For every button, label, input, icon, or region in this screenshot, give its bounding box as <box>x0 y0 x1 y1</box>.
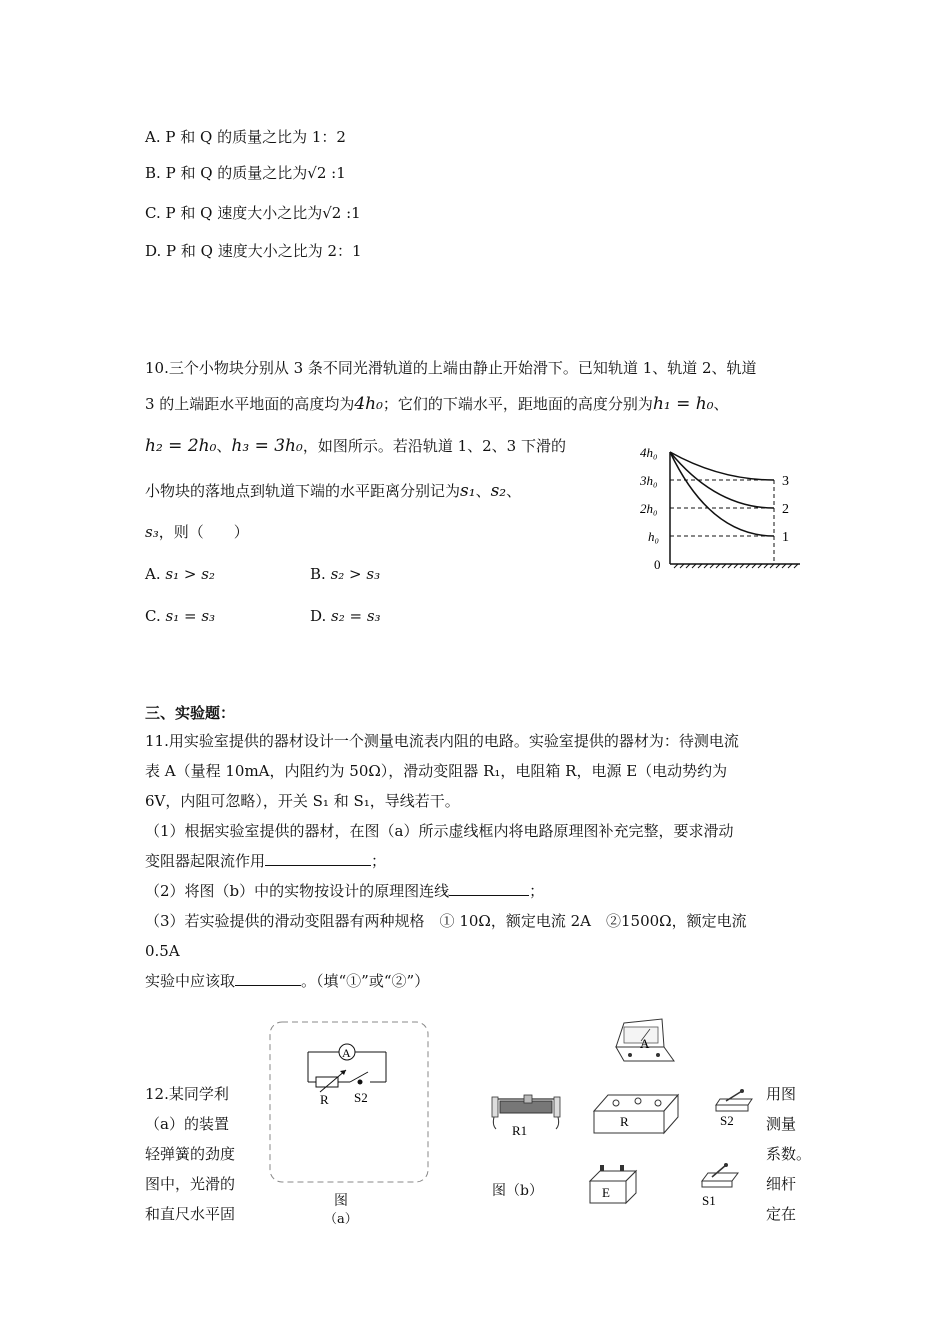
y-label-4h0: 4h₀ <box>640 445 658 460</box>
q11-line-4: （1）根据实验室提供的器材，在图（a）所示虚线框内将电路原理图补充完整，要求滑动 <box>145 822 734 840</box>
q10-option-d: D. s₂ = s₃ <box>310 607 381 625</box>
q12-left-line: （a）的装置 <box>145 1115 229 1133</box>
q10-line-2: 3 的上端距水平地面的高度均为4h₀；它们的下端水平，距地面的高度分别为h₁ = h₀、 <box>145 394 729 414</box>
q12-right-line: 细杆 <box>766 1175 797 1193</box>
q9-option-a: A. P 和 Q 的质量之比为 1：2 <box>145 128 346 146</box>
track-1 <box>670 452 774 536</box>
q9-option-c: C. P 和 Q 速度大小之比为√2 :1 <box>145 204 361 222</box>
q9-option-d: D. P 和 Q 速度大小之比为 2：1 <box>145 242 362 260</box>
q11-line-7: （3）若实验提供的滑动变阻器有两种规格 ① 10Ω，额定电流 2A ②1500Ω，额定电流 <box>145 912 747 930</box>
track-label-3: 3 <box>782 474 789 489</box>
answer-blank-2[interactable] <box>449 881 529 896</box>
q11-line-3: 6V，内阻可忽略），开关 S₁ 和 S₁，导线若干。 <box>145 792 460 810</box>
answer-blank-1[interactable] <box>265 851 371 866</box>
q11-line-6: （2）将图（b）中的实物按设计的原理图连线 ； <box>145 882 545 900</box>
q10-track-figure <box>630 440 810 580</box>
switch-s2-device-label: S2 <box>720 1113 734 1128</box>
figure-a-circuit <box>268 1020 433 1190</box>
q10-option-a: A. s₁ > s₂ <box>145 565 215 583</box>
q12-right-line: 系数。 <box>766 1145 812 1163</box>
q12-right-line: 测量 <box>766 1115 797 1133</box>
track-label-1: 1 <box>782 530 789 545</box>
switch-s2-device <box>716 1089 752 1128</box>
rheostat-r1 <box>492 1095 560 1138</box>
track-label-2: 2 <box>782 502 789 517</box>
switch-s2-contact <box>358 1080 363 1085</box>
q11-line-9: 实验中应该取 。（填“①”或“②”） <box>145 972 430 990</box>
y-label-3h0: 3h₀ <box>640 473 658 488</box>
switch-s1-device-label: S1 <box>702 1193 716 1208</box>
y-label-0: 0 <box>654 557 661 572</box>
q12-left-line: 和直尺水平固 <box>145 1205 236 1223</box>
switch-s2-label: S2 <box>354 1090 368 1105</box>
q12-left-line: 图中，光滑的 <box>145 1175 236 1193</box>
figure-b-caption: 图（b） <box>492 1183 543 1199</box>
q12-right-text <box>766 1079 811 1229</box>
rheostat-r1-label: R1 <box>512 1123 528 1138</box>
figure-a-caption-2: （a） <box>324 1212 358 1227</box>
q12-left-text <box>145 1079 235 1229</box>
switch-s1-device <box>702 1163 738 1208</box>
q12-left-line: 轻弹簧的劲度 <box>145 1145 236 1163</box>
q10-option-c: C. s₁ = s₃ <box>145 607 216 625</box>
q12-right-line: 用图 <box>766 1085 797 1103</box>
q10-line-3: h₂ = 2h₀、h₃ = 3h₀，如图所示。若沿轨道 1、2、3 下滑的 <box>145 436 566 456</box>
track-3 <box>670 452 774 480</box>
ammeter-device <box>616 1019 674 1061</box>
battery-e-label: E <box>602 1185 610 1200</box>
resistance-box-label: R <box>620 1114 629 1129</box>
q12-right-line: 定在 <box>766 1205 797 1223</box>
q12-left-line: 12.某同学利 <box>145 1085 229 1103</box>
q10-option-b: B. s₂ > s₃ <box>310 565 381 583</box>
ammeter-device-label: A <box>640 1036 650 1051</box>
height-dashed-lines <box>670 480 774 564</box>
figure-a-caption-1: 图 <box>334 1193 348 1209</box>
q10-line-5: s₃，则（ ） <box>145 523 249 541</box>
q11-line-1: 11.用实验室提供的器材设计一个测量电流表内阻的电路。实验室提供的器材为：待测电流 <box>145 732 739 750</box>
ammeter-label: A <box>342 1046 351 1060</box>
q11-line-2: 表 A（量程 10mA，内阻约为 50Ω），滑动变阻器 R₁，电阻箱 R，电源 E（电动势约为 <box>145 762 728 780</box>
resistance-box <box>594 1095 678 1133</box>
q9-option-b: B. P 和 Q 的质量之比为√2 :1 <box>145 164 346 182</box>
q11-line-5: 变阻器起限流作用 ； <box>145 852 387 870</box>
y-label-h0: h₀ <box>648 529 660 544</box>
answer-blank-3[interactable] <box>235 971 301 986</box>
q11-line-8: 0.5A <box>145 942 180 960</box>
section-3-title: 三、实验题： <box>145 704 236 722</box>
y-label-2h0: 2h₀ <box>640 501 658 516</box>
q10-line-1: 10.三个小物块分别从 3 条不同光滑轨道的上端由静止开始滑下。已知轨道 1、轨道 2、轨道 <box>145 359 757 377</box>
battery-e <box>590 1165 636 1203</box>
resistor-label: R <box>320 1092 329 1107</box>
q10-line-4: 小物块的落地点到轨道下端的水平距离分别记为s₁、s₂、 <box>145 481 522 501</box>
